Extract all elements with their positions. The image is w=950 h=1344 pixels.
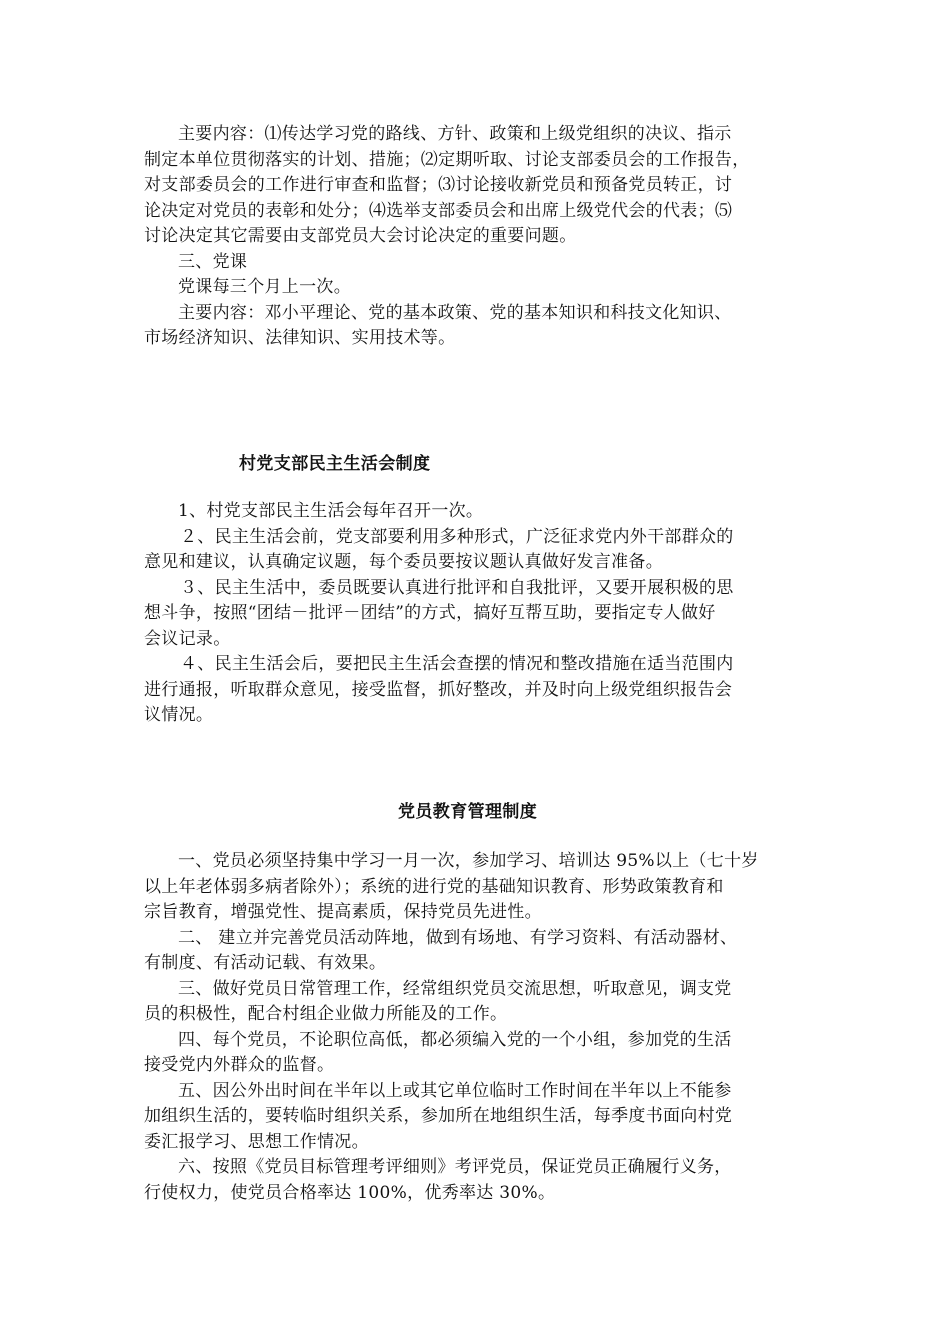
paragraph-line: 1、村党支部民主生活会每年召开一次。 — [178, 501, 484, 521]
paragraph-line: 加组织生活的，要转临时组织关系，参加所在地组织生活，每季度书面向村党 — [144, 1106, 733, 1126]
paragraph-line: 主要内容：邓小平理论、党的基本政策、党的基本知识和科技文化知识、 — [178, 302, 732, 323]
paragraph-line: 以上年老体弱多病者除外）；系统的进行党的基础知识教育、形势政策教育和 — [144, 876, 724, 897]
paragraph-line: 会议记录。 — [144, 628, 231, 649]
paragraph-line: 议情况。 — [144, 705, 214, 725]
paragraph-line: 六、按照《党员目标管理考评细则》考评党员，保证党员正确履行义务， — [178, 1157, 732, 1177]
paragraph-line: 进行通报，听取群众意见，接受监督，抓好整改，并及时向上级党组织报告会 — [144, 679, 733, 700]
paragraph-line: 五、因公外出时间在半年以上或其它单位临时工作时间在半年以上不能参 — [178, 1080, 732, 1101]
paragraph-line: 有制度、有活动记载、有效果。 — [144, 953, 387, 973]
section-title-member-education: 党员教育管理制度 — [398, 802, 538, 822]
paragraph-line: 二、 建立并完善党员活动阵地，做到有场地、有学习资料、有活动器材、 — [178, 927, 738, 948]
paragraph-line: 委汇报学习、思想工作情况。 — [144, 1131, 369, 1152]
paragraph-line: 主要内容：⑴传达学习党的路线、方针、政策和上级党组织的决议、指示 — [178, 124, 732, 144]
paragraph-line: 党课每三个月上一次。 — [178, 277, 351, 297]
paragraph-line: ４、民主生活会后，要把民主生活会查摆的情况和整改措施在适当范围内 — [180, 654, 734, 674]
section-title-democratic-life-meeting: 村党支部民主生活会制度 — [239, 454, 431, 474]
paragraph-line: 接受党内外群众的监督。 — [144, 1055, 335, 1075]
paragraph-line: 三、做好党员日常管理工作，经常组织党员交流思想，听取意见，调支党 — [178, 978, 732, 999]
paragraph-line: ３、民主生活中，委员既要认真进行批评和自我批评，又要开展积极的思 — [180, 577, 734, 598]
paragraph-line: 行使权力，使党员合格率达 100%，优秀率达 30%。 — [144, 1182, 556, 1203]
paragraph-line: 制定本单位贯彻落实的计划、措施；⑵定期听取、讨论支部委员会的工作报告， — [144, 149, 750, 170]
paragraph-line: ２、民主生活会前，党支部要利用多种形式，广泛征求党内外干部群众的 — [180, 526, 734, 547]
paragraph-line: 对支部委员会的工作进行审查和监督；⑶讨论接收新党员和预备党员转正，讨 — [144, 175, 733, 195]
paragraph-line: 论决定对党员的表彰和处分；⑷选举支部委员会和出席上级党代会的代表；⑸ — [144, 200, 733, 221]
subheading-party-class: 三、党课 — [178, 251, 248, 272]
member-education-section — [144, 849, 812, 1206]
paragraph-line: 意见和建议，认真确定议题，每个委员要按议题认真做好发言准备。 — [144, 552, 663, 572]
paragraph-line: 宗旨教育，增强党性、提高素质，保持党员先进性。 — [144, 902, 542, 922]
paragraph-line: 四、每个党员，不论职位高低，都必须编入党的一个小组，参加党的生活 — [178, 1029, 732, 1050]
paragraph-line: 想斗争，按照“团结－批评－团结”的方式，搞好互帮互助，要指定专人做好 — [144, 603, 716, 623]
paragraph-line: 市场经济知识、法律知识、实用技术等。 — [144, 328, 456, 348]
paragraph-line: 一、党员必须坚持集中学习一月一次，参加学习、培训达 95%以上（七十岁 — [178, 851, 759, 871]
paragraph-line: 讨论决定其它需要由支部党员大会讨论决定的重要问题。 — [144, 226, 577, 246]
party-meeting-content-section — [144, 122, 812, 352]
paragraph-line: 员的积极性，配合村组企业做力所能及的工作。 — [144, 1004, 508, 1024]
democratic-life-meeting-section — [144, 499, 812, 729]
